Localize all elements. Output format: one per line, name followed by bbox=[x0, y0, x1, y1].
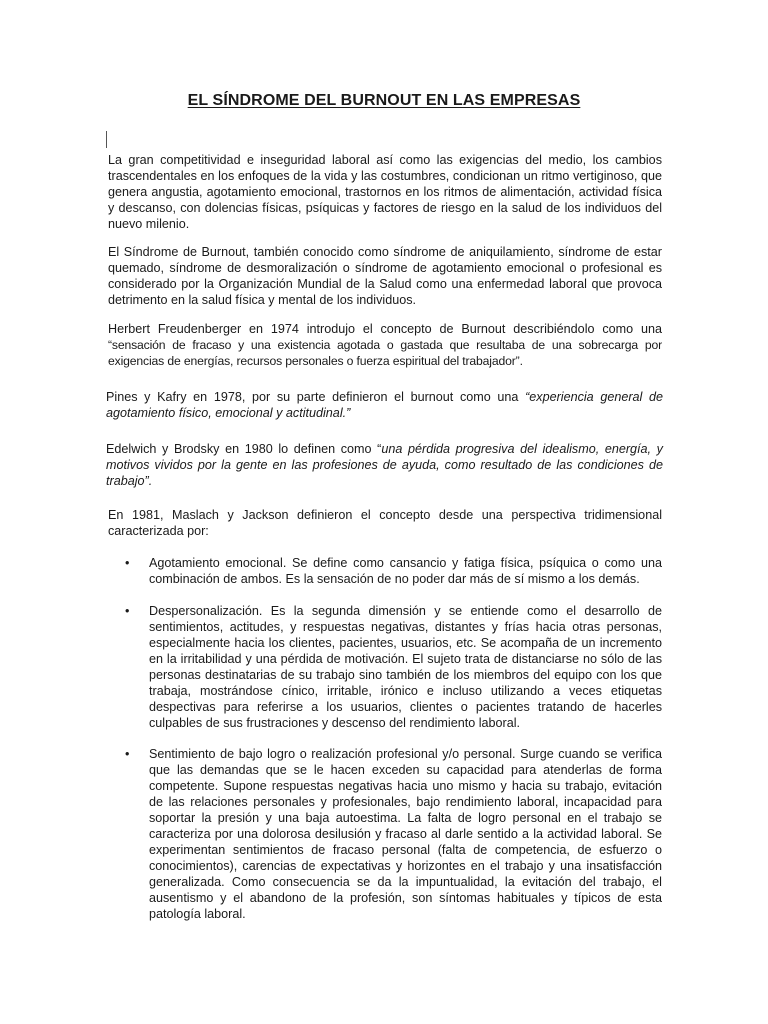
paragraph-maslach-jackson: En 1981, Maslach y Jackson definieron el concepto desde una perspectiva tridimensional caracterizada por: bbox=[108, 508, 662, 538]
paragraph-intro: La gran competitividad e inseguridad laboral así como las exigencias del medio, los cambios trascendentales en los enfoques de la vida y las costumbres, condicionan un ritmo vertiginoso, que genera angustia, agotamiento emocional, trastornos en los ritmos de alimentación, actividad física y descanso, con dolencias físicas, psíquicas y factores de riesgo en la salud de los individuos del nuevo milenio. bbox=[108, 153, 662, 231]
bullet-bajo-logro: Sentimiento de bajo logro o realización profesional y/o personal. Surge cuando se verifica que las demandas que se le hacen exceden su capacidad para atenderlas de forma competente. Supone respuestas negativas hacia uno mismo y hacia su trabajo, evitación de las relaciones personales y profesionales, bajo rendimiento laboral, incapacidad para soportar la presión y una baja autoestima. La falta de logro personal en el trabajo se caracteriza por una dolorosa desilusión y fracaso al darle sentido a la actividad laboral. Se experimentan sentimientos de fracaso personal (falta de competencia, de esfuerzo o conocimientos), carencias de expectativas y horizontes en el trabajo y una insatisfacción generalizada. Como consecuencia se da la impuntualidad, la evitación del trabajo, el ausentismo y el abandono de la profesión, son síntomas habituales y típicos de esta patología laboral. bbox=[149, 747, 662, 921]
document-title: EL SÍNDROME DEL BURNOUT EN LAS EMPRESAS bbox=[187, 92, 581, 109]
bullet-marker: • bbox=[125, 604, 130, 618]
paragraph-pines-kafry bbox=[106, 389, 663, 421]
edelwich-intro: Edelwich y Brodsky en 1980 lo definen como “ bbox=[106, 442, 382, 456]
bullet-despersonalizacion: Despersonalización. Es la segunda dimensión y se entiende como el desarrollo de sentimientos, actitudes, y respuestas negativas, distantes y frías hacia otras personas, especialmente hacia los clientes, pacientes, usuarios, etc. Se acompaña de un incremento en la irritabilidad y una pérdida de motivación. El sujeto trata de distanciarse no sólo de las personas destinatarias de su trabajo sino también de los miembros del equipo con los que trabaja, mostrándose cínico, irritable, irónico e incluso utilizando a veces etiquetas despectivas para referirse a los usuarios, clientes o pacientes tratando de hacerles culpables de sus frustraciones y descenso del rendimiento laboral. bbox=[149, 604, 662, 730]
freudenberger-quote: “sensación de fracaso y una existencia agotada o gastada que resultaba de una sobrecarga por exigencias de energías, recursos personales o fuerza espiritual del trabajador”. bbox=[108, 338, 662, 368]
bullet-agotamiento-emocional: Agotamiento emocional. Se define como cansancio y fatiga física, psíquica o como una combinación de ambos. Es la sensación de no poder dar más de sí mismo a los demás. bbox=[149, 556, 662, 586]
pines-quote: “experiencia general de agotamiento físico, emocional y actitudinal.” bbox=[106, 390, 664, 420]
pines-intro: Pines y Kafry en 1978, por su parte definieron el burnout como una bbox=[106, 390, 526, 404]
freudenberger-intro: Herbert Freudenberger en 1974 introdujo el concepto de Burnout describiéndolo como una bbox=[108, 322, 662, 336]
paragraph-edelwich-brodsky bbox=[106, 441, 663, 489]
text-cursor bbox=[106, 131, 107, 148]
paragraph-freudenberger bbox=[108, 321, 662, 369]
bullet-marker: • bbox=[125, 747, 130, 761]
edelwich-quote: una pérdida progresiva del idealismo, energía, y motivos vividos por la gente en las profesiones de ayuda, como resultado de las condiciones de trabajo”. bbox=[106, 442, 663, 488]
bullet-marker: • bbox=[125, 556, 130, 570]
paragraph-definition: El Síndrome de Burnout, también conocido como síndrome de aniquilamiento, síndrome de estar quemado, síndrome de desmoralización o síndrome de agotamiento emocional o profesional es considerado por la Organización Mundial de la Salud como una enfermedad laboral que provoca detrimento en la salud física y mental de los individuos. bbox=[108, 245, 662, 307]
